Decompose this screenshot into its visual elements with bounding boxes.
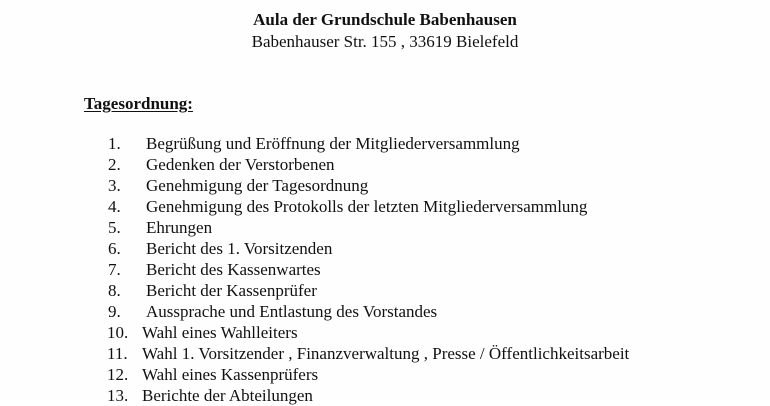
agenda-item xyxy=(108,301,629,322)
agenda-item-text: Wahl eines Wahlleiters xyxy=(142,323,298,342)
agenda-item-text: Genehmigung der Tagesordnung xyxy=(146,176,369,195)
agenda-item xyxy=(108,217,629,238)
agenda-item-number: 3. xyxy=(108,176,121,195)
agenda-item-text: Begrüßung und Eröffnung der Mitgliederversammlung xyxy=(146,134,520,153)
agenda-item xyxy=(108,280,629,301)
agenda-item-number: 12. xyxy=(107,365,129,384)
agenda-item-number: 4. xyxy=(108,197,121,216)
agenda-item-text: Genehmigung des Protokolls der letzten Mitgliederversammlung xyxy=(146,197,588,216)
agenda-item-text: Wahl eines Kassenprüfers xyxy=(142,365,319,384)
agenda-item-number: 6. xyxy=(108,239,121,258)
agenda-item xyxy=(108,133,629,154)
agenda-item-number: 7. xyxy=(108,260,121,279)
agenda-item-text: Ehrungen xyxy=(146,218,213,237)
agenda-item xyxy=(108,238,629,259)
agenda-item-number: 2. xyxy=(108,155,121,174)
agenda-item-number: 9. xyxy=(108,302,121,321)
agenda-item-text: Wahl 1. Vorsitzender , Finanzverwaltung , Presse / Öffentlichkeitsarbeit xyxy=(142,344,630,363)
agenda-item-text: Bericht des 1. Vorsitzenden xyxy=(146,239,333,258)
venue-name: Aula der Grundschule Babenhausen xyxy=(253,10,517,29)
agenda-item xyxy=(108,343,629,364)
agenda-item-number: 5. xyxy=(108,218,121,237)
agenda-item-text: Bericht des Kassenwartes xyxy=(146,260,321,279)
agenda-item-text: Aussprache und Entlastung des Vorstandes xyxy=(146,302,438,321)
venue-address: Babenhauser Str. 155 , 33619 Bielefeld xyxy=(251,32,519,51)
agenda-item xyxy=(108,385,629,406)
agenda-item xyxy=(108,154,629,175)
agenda-item-text: Berichte der Abteilungen xyxy=(142,386,313,405)
agenda-item xyxy=(108,196,629,217)
agenda-item-number: 11. xyxy=(107,344,128,363)
agenda-item xyxy=(108,259,629,280)
agenda-heading: Tagesordnung: xyxy=(84,94,193,113)
agenda-item-text: Gedenken der Verstorbenen xyxy=(146,155,335,174)
agenda-item-number: 13. xyxy=(107,386,129,405)
agenda-item xyxy=(108,322,629,343)
agenda-item-text: Bericht der Kassenprüfer xyxy=(146,281,317,300)
agenda-item xyxy=(108,175,629,196)
agenda-item-number: 8. xyxy=(108,281,121,300)
agenda-item-number: 10. xyxy=(107,323,129,342)
agenda-list xyxy=(108,133,629,406)
agenda-item-number: 1. xyxy=(108,134,121,153)
agenda-item xyxy=(108,364,629,385)
